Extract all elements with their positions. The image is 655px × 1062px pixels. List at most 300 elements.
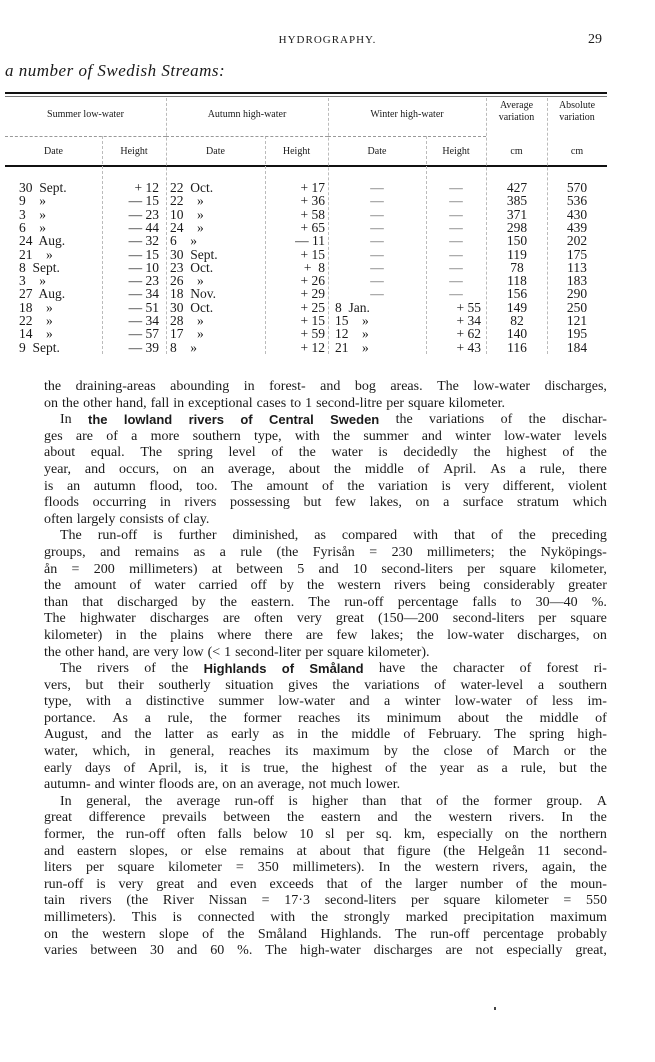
word: spring — [177, 445, 213, 461]
value-cell: 118 — [507, 273, 527, 289]
word: is — [288, 793, 298, 809]
word: or — [180, 843, 193, 859]
word: higher — [312, 793, 348, 809]
date-cell: 9 Sept. — [19, 339, 60, 355]
group-header: Average variation — [498, 100, 535, 123]
word: April. — [443, 461, 477, 477]
word: ri- — [593, 661, 607, 677]
word: diminished, — [232, 528, 299, 544]
word: percentage — [397, 594, 459, 610]
word: fall — [150, 395, 170, 411]
value-cell: + 12 — [300, 339, 325, 355]
word: that — [453, 528, 475, 544]
body-text — [44, 379, 607, 960]
word: of — [500, 412, 513, 428]
column-header: cm — [510, 146, 523, 157]
word: 550 — [586, 893, 607, 909]
word: but — [85, 677, 104, 693]
word: and — [197, 876, 218, 892]
word: kilometer — [494, 893, 549, 909]
text-line — [44, 777, 607, 794]
word: of — [403, 727, 416, 743]
word: its — [285, 744, 299, 760]
word: eastern — [76, 843, 117, 859]
running-title: HYDROGRAPHY. — [278, 34, 377, 46]
word: largely — [76, 511, 116, 527]
word: A — [596, 793, 607, 809]
word: in — [173, 395, 185, 411]
text-line — [44, 893, 607, 910]
word: Nissan — [208, 893, 247, 909]
word: which — [572, 495, 607, 511]
word: few — [334, 495, 356, 511]
word: western — [337, 578, 381, 594]
bold-term: Highlands — [203, 661, 267, 677]
date-cell: 24 Aug. — [19, 233, 66, 249]
word: than — [362, 793, 387, 809]
word: second-liter — [235, 644, 302, 660]
bold-term: Sweden — [330, 412, 380, 428]
word: great — [335, 611, 364, 627]
word: millimeters). — [44, 910, 116, 925]
word: between — [223, 810, 271, 826]
word: a — [443, 495, 450, 511]
date-cell: 22 » — [19, 313, 53, 328]
word: and — [100, 544, 121, 560]
word: percentage — [483, 926, 544, 942]
word: The — [44, 611, 66, 627]
word: early — [44, 760, 72, 776]
value-cell: — — [449, 180, 463, 195]
value-cell: — 11 — [295, 233, 325, 249]
word: areas. — [390, 379, 423, 394]
word: discharges, — [517, 627, 580, 643]
value-cell: + 36 — [300, 193, 325, 209]
word: summer — [363, 428, 409, 444]
value-cell: — — [449, 246, 463, 262]
value-cell: 427 — [506, 180, 528, 195]
value-cell: 113 — [567, 259, 587, 275]
word: that — [400, 793, 422, 809]
word: difference — [88, 810, 146, 826]
date-cell: 23 Oct. — [170, 259, 214, 275]
value-cell: 82 — [510, 313, 524, 328]
date-cell: — — [370, 286, 384, 302]
word: low-water — [454, 694, 512, 710]
word: and — [349, 694, 370, 710]
word: 60 — [210, 943, 225, 959]
word: winter — [118, 777, 155, 793]
word: rule — [240, 544, 263, 560]
word: exceptional — [188, 395, 253, 411]
word: between — [90, 943, 138, 959]
word: in — [159, 495, 171, 511]
text-line — [44, 462, 607, 479]
word: variations — [429, 412, 485, 428]
word: run-off — [234, 793, 274, 809]
word: kilometer) — [44, 627, 103, 643]
word: on — [592, 627, 607, 643]
word: = — [369, 544, 378, 560]
word: forest — [546, 661, 579, 677]
word: very — [118, 876, 144, 892]
word: in — [144, 744, 156, 760]
word: the — [311, 910, 329, 925]
group-header: Summer low-water — [47, 109, 124, 120]
word: have — [378, 661, 406, 677]
water-level-table — [5, 92, 607, 354]
word: at — [296, 843, 307, 859]
word: of — [144, 661, 156, 677]
value-cell: — 34 — [128, 313, 159, 328]
date-cell: 12 » — [335, 326, 369, 342]
word: especially — [506, 943, 563, 959]
value-cell: + 12 — [134, 180, 159, 195]
word: the — [332, 677, 350, 693]
word: a — [501, 760, 508, 776]
word: of — [515, 876, 528, 892]
word: about — [457, 710, 490, 726]
date-cell: 22 Oct. — [170, 180, 214, 195]
word: per — [467, 561, 486, 577]
word: is — [240, 760, 251, 776]
word: average — [176, 793, 221, 809]
word: in — [115, 627, 127, 643]
value-cell: 140 — [506, 326, 528, 342]
word: kilometer. — [448, 395, 506, 411]
word: of — [385, 760, 397, 776]
date-cell: 24 » — [170, 219, 204, 235]
value-cell: 78 — [510, 259, 524, 275]
word: water — [154, 578, 186, 594]
date-cell: 15 » — [335, 313, 369, 328]
date-cell: 6 » — [19, 219, 46, 235]
word: rivers — [184, 495, 217, 511]
word: the — [209, 710, 227, 726]
word: possessing — [229, 495, 290, 511]
word: a — [519, 461, 526, 477]
word: of — [519, 661, 532, 677]
value-cell: — 23 — [128, 273, 159, 289]
word: moun- — [570, 876, 607, 892]
value-cell: — 15 — [128, 193, 159, 209]
word: rule, — [539, 461, 566, 477]
word: at — [211, 561, 222, 577]
word: type, — [44, 694, 72, 710]
word: on — [504, 827, 519, 843]
value-cell: — — [449, 273, 463, 289]
word: and — [177, 943, 198, 959]
word: plains — [170, 627, 204, 643]
date-cell: 10 » — [170, 206, 204, 222]
text-line — [44, 761, 607, 778]
text-line — [44, 860, 607, 877]
word: different, — [502, 478, 555, 494]
word: decidedly — [403, 445, 458, 461]
value-cell: 385 — [506, 193, 528, 209]
value-cell: 149 — [506, 299, 528, 315]
word: square — [408, 395, 445, 411]
word: marked — [405, 910, 448, 925]
word: as — [206, 727, 219, 743]
word: are, — [197, 777, 219, 793]
word: millimeters; — [427, 544, 495, 560]
text-line — [44, 495, 607, 512]
text-line — [44, 827, 607, 844]
word: second-liters — [324, 893, 397, 909]
word: being — [439, 578, 471, 594]
word: of — [129, 578, 142, 594]
word: discharges — [149, 611, 209, 627]
value-cell: 430 — [566, 206, 588, 222]
word: forest- — [269, 379, 306, 394]
value-cell: — 23 — [128, 206, 159, 222]
group-divider — [5, 136, 166, 137]
word: and — [44, 843, 65, 859]
word: to — [290, 395, 302, 411]
word: amount — [266, 478, 309, 494]
word: its — [356, 710, 371, 726]
word: run-off — [44, 876, 84, 892]
value-cell: 298 — [506, 219, 528, 235]
word: 5 — [297, 561, 305, 577]
value-cell: 150 — [506, 233, 528, 249]
word: per — [305, 644, 324, 660]
word: average, — [227, 461, 275, 477]
date-cell: — — [370, 273, 384, 289]
value-cell: 121 — [566, 313, 588, 328]
word: northern — [559, 827, 607, 843]
text-line — [44, 412, 607, 429]
word: the — [589, 810, 607, 826]
word: falls — [217, 827, 242, 843]
word: the — [540, 876, 558, 892]
word: second- — [563, 843, 607, 859]
word: are — [75, 428, 93, 444]
word: even — [230, 876, 257, 892]
word: and — [101, 727, 122, 743]
date-cell: 21 » — [19, 246, 53, 262]
word: carried — [198, 578, 238, 594]
word: general, — [86, 793, 131, 809]
word: where — [217, 627, 252, 643]
value-cell: — 51 — [128, 299, 159, 315]
text-line — [44, 562, 607, 579]
value-cell: + 55 — [456, 299, 481, 315]
word: second-liters — [452, 611, 525, 627]
word: variations — [364, 677, 420, 693]
word: square — [443, 893, 481, 909]
word: The — [394, 926, 417, 942]
word: close — [443, 744, 473, 760]
word: rivers — [79, 893, 112, 909]
word: rivers — [97, 661, 129, 677]
word: preceding — [551, 528, 607, 544]
word: a — [131, 428, 138, 444]
column-header: Date — [367, 146, 387, 157]
word: amount — [74, 578, 117, 594]
word: or — [563, 744, 576, 760]
value-cell: 195 — [566, 326, 588, 342]
word: the — [333, 461, 351, 477]
word: of — [486, 744, 499, 760]
word: western — [448, 810, 493, 826]
paragraph — [44, 412, 607, 528]
word: the — [420, 661, 438, 677]
value-cell: 290 — [566, 286, 588, 302]
word: The — [437, 379, 459, 394]
header-bottom-rule — [5, 165, 607, 167]
bold-term: lowland — [123, 412, 173, 428]
word: the — [286, 810, 305, 826]
word: the — [528, 412, 546, 428]
text-line — [44, 379, 607, 396]
word: off — [250, 578, 267, 594]
word: March — [512, 744, 550, 760]
date-cell: 26 » — [170, 273, 204, 289]
value-cell: + 62 — [456, 326, 481, 342]
value-cell: + 8 — [303, 259, 325, 275]
word: and — [320, 379, 341, 394]
column-header: Height — [282, 146, 311, 157]
word: consists — [119, 511, 164, 527]
value-cell: 119 — [507, 246, 527, 262]
word: is — [44, 478, 54, 494]
word: the — [71, 926, 89, 942]
word: the — [333, 428, 351, 444]
word: the — [139, 627, 157, 643]
group-divider — [166, 136, 328, 137]
word: reaches — [228, 744, 271, 760]
value-cell: 184 — [566, 339, 588, 355]
word: great — [156, 876, 185, 892]
word: precipitation — [463, 910, 535, 925]
value-cell: — — [449, 286, 463, 302]
value-cell: + 15 — [300, 246, 325, 262]
page-number: 29 — [588, 32, 602, 47]
word: equal. — [90, 445, 125, 461]
word: southerly — [158, 677, 211, 693]
text-line — [44, 943, 607, 960]
word: to — [510, 594, 522, 610]
word: a — [383, 694, 391, 710]
word: situation — [225, 677, 274, 693]
value-cell: — — [449, 193, 463, 209]
word: days — [84, 760, 111, 776]
word: highwater — [79, 611, 136, 627]
word: = — [261, 893, 270, 909]
date-cell: 17 » — [170, 326, 204, 342]
word: As — [112, 710, 128, 726]
value-cell: 250 — [566, 299, 588, 315]
column-divider — [486, 98, 487, 354]
word: rivers. — [508, 810, 545, 826]
word: connected — [197, 910, 255, 925]
word: on — [44, 395, 58, 411]
text-line — [44, 528, 607, 545]
word: cases — [256, 395, 287, 411]
text-line — [44, 595, 607, 612]
column-header: Height — [120, 146, 148, 157]
word: and — [94, 777, 115, 793]
value-cell: — — [449, 219, 463, 235]
word: abounding — [170, 379, 230, 394]
value-cell: 116 — [507, 339, 527, 355]
word: per — [538, 611, 557, 627]
value-cell: + 25 — [300, 299, 325, 315]
word: is — [153, 528, 163, 544]
word: of — [436, 793, 448, 809]
word: on — [44, 926, 58, 942]
word: winter — [404, 694, 441, 710]
date-cell: 3 » — [19, 273, 46, 289]
word: (< — [207, 644, 221, 660]
word: second-litre — [316, 395, 383, 411]
word: the — [505, 710, 523, 726]
text-line — [44, 628, 607, 645]
word: clay. — [183, 511, 210, 527]
text-line — [44, 794, 607, 811]
word: (the — [126, 893, 149, 909]
word: square — [117, 860, 155, 876]
word: that — [82, 594, 104, 610]
word: autumn — [93, 478, 136, 494]
word: The — [308, 594, 331, 610]
word: August, — [44, 727, 88, 743]
word: second-liters — [381, 561, 453, 577]
value-cell: 371 — [506, 206, 528, 222]
word: latter — [164, 727, 194, 743]
value-cell: — — [449, 259, 463, 275]
word: im- — [587, 694, 607, 710]
word: variation — [378, 478, 428, 494]
date-cell: 8 » — [170, 339, 197, 355]
word: run-off — [430, 926, 470, 942]
word: is, — [194, 760, 208, 776]
word: western — [102, 926, 146, 942]
paragraph — [44, 379, 607, 412]
word: eastern — [320, 810, 361, 826]
word: sl — [325, 827, 335, 843]
date-cell: — — [370, 233, 384, 249]
date-cell: — — [370, 193, 384, 209]
word: hand, — [115, 395, 147, 411]
word: year — [439, 760, 464, 776]
word: the — [134, 727, 152, 743]
date-cell: 14 » — [19, 326, 53, 342]
word: water — [331, 445, 363, 461]
word: This — [131, 910, 157, 925]
word: In — [378, 860, 391, 876]
date-cell: 8 Sept. — [19, 259, 60, 275]
word: greater — [568, 578, 607, 594]
word: and — [421, 428, 442, 444]
word: low-water — [504, 428, 561, 444]
word: general, — [169, 744, 215, 760]
word: middle — [351, 727, 391, 743]
word: larger — [414, 876, 448, 892]
word: high- — [577, 727, 607, 743]
word: the — [462, 793, 480, 809]
word: of — [123, 760, 136, 776]
word: type, — [254, 428, 282, 444]
word: February. — [428, 727, 482, 743]
value-cell: 439 — [566, 219, 588, 235]
date-cell: — — [370, 259, 384, 275]
value-cell: + 17 — [300, 180, 325, 195]
word: hand, — [97, 644, 129, 660]
word: per — [411, 893, 429, 909]
